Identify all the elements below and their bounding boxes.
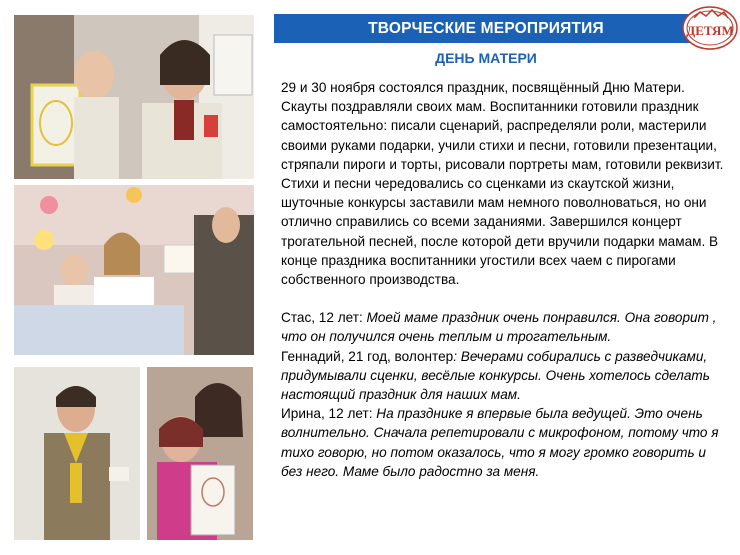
quote-text: : Вечерами собирались с разведчиками, придумывали сценки, весёлые конкурсы. Очень хотелось сделать настоящий праздник для наших мам. <box>281 348 710 403</box>
quote-author: Ирина, 12 лет: <box>281 406 377 422</box>
event-title: ДЕНЬ МАТЕРИ <box>435 50 537 66</box>
photo-scouts-presenting <box>14 15 254 179</box>
photo-mothers-table <box>14 185 254 355</box>
logo-text: ДЕТЯМ <box>686 23 734 38</box>
quote-text: На празднике я впервые была ведущей. Это очень волнительно. Сначала репетировали с микрофоном, потому что я тихо говорю, но потом оказалось, что я могу громко говорить и без него. Маме было радостно за меня. <box>281 406 719 479</box>
article-body <box>281 78 727 481</box>
section-title-bar <box>274 14 698 43</box>
quote-irina <box>281 404 727 481</box>
photo-mother-daughter <box>147 367 253 540</box>
paragraph-intro: 29 и 30 ноября состоялся праздник, посвящённый Дню Матери. Скауты поздравляли своих мам. Воспитанники готовили праздник самостоятельно: писали сценарий, распределяли роли, мастерили своими руками подарки, учили стихи и песни, готовили презентации, стряпали пироги и торты, рисовали портреты мам, готовили реквизит. <box>281 80 724 172</box>
paragraph-concert: Стихи и песни чередовались со сценками из скаутской жизни, шуточные конкурсы заставили мам немного поволноваться, но они отлично справились со всеми заданиями. Завершился концерт трогательной песней, после которой дети вручили подарки мамам. В конце праздника воспитанники угостили всех чаем с пирогами собственного производства. <box>281 176 719 288</box>
quote-text: Моей маме праздник очень понравился. Она говорит , что он получился очень теплым и трогательным. <box>281 310 717 345</box>
quote-gennady <box>281 347 727 405</box>
quote-stas <box>281 308 727 346</box>
logo-emblem <box>682 4 738 50</box>
quote-author: Геннадий, 21 год, волонтер <box>281 348 454 364</box>
quote-author: Стас, 12 лет: <box>281 310 367 326</box>
photo-boy-scout <box>14 367 140 540</box>
section-title: ТВОРЧЕСКИЕ МЕРОПРИЯТИЯ <box>368 19 604 37</box>
